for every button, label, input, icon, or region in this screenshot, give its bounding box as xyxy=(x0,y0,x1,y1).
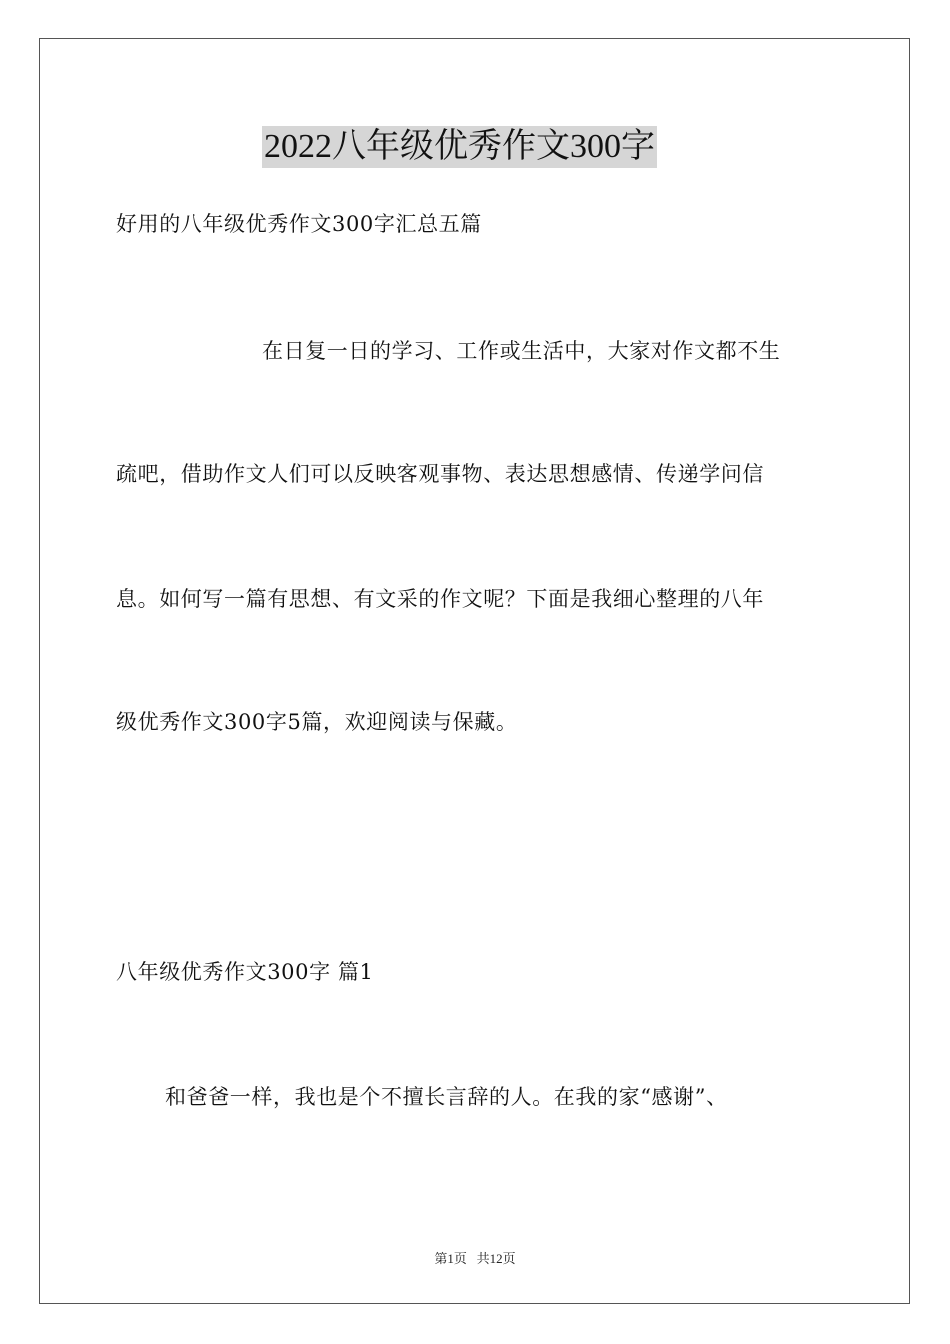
section-heading: 八年级优秀作文300字 篇1 xyxy=(116,960,374,984)
page-indicator: 第1页 共12页 xyxy=(434,1251,516,1266)
intro-line-1: 在日复一日的学习、工作或生活中，大家对作文都不生 xyxy=(262,339,781,363)
section-line-1: 和爸爸一样，我也是个不擅长言辞的人。在我的家“感谢”、 xyxy=(165,1085,728,1109)
intro-line-3: 息。如何写一篇有思想、有文采的作文呢？下面是我细心整理的八年 xyxy=(116,587,764,611)
intro-line-2: 疏吧，借助作文人们可以反映客观事物、表达思想感情、传递学问信 xyxy=(116,462,764,486)
intro-line-4: 级优秀作文300字5篇，欢迎阅读与保藏。 xyxy=(116,710,518,734)
document-title: 2022八年级优秀作文300字 xyxy=(262,126,657,168)
document-subtitle: 好用的八年级优秀作文300字汇总五篇 xyxy=(116,212,482,236)
